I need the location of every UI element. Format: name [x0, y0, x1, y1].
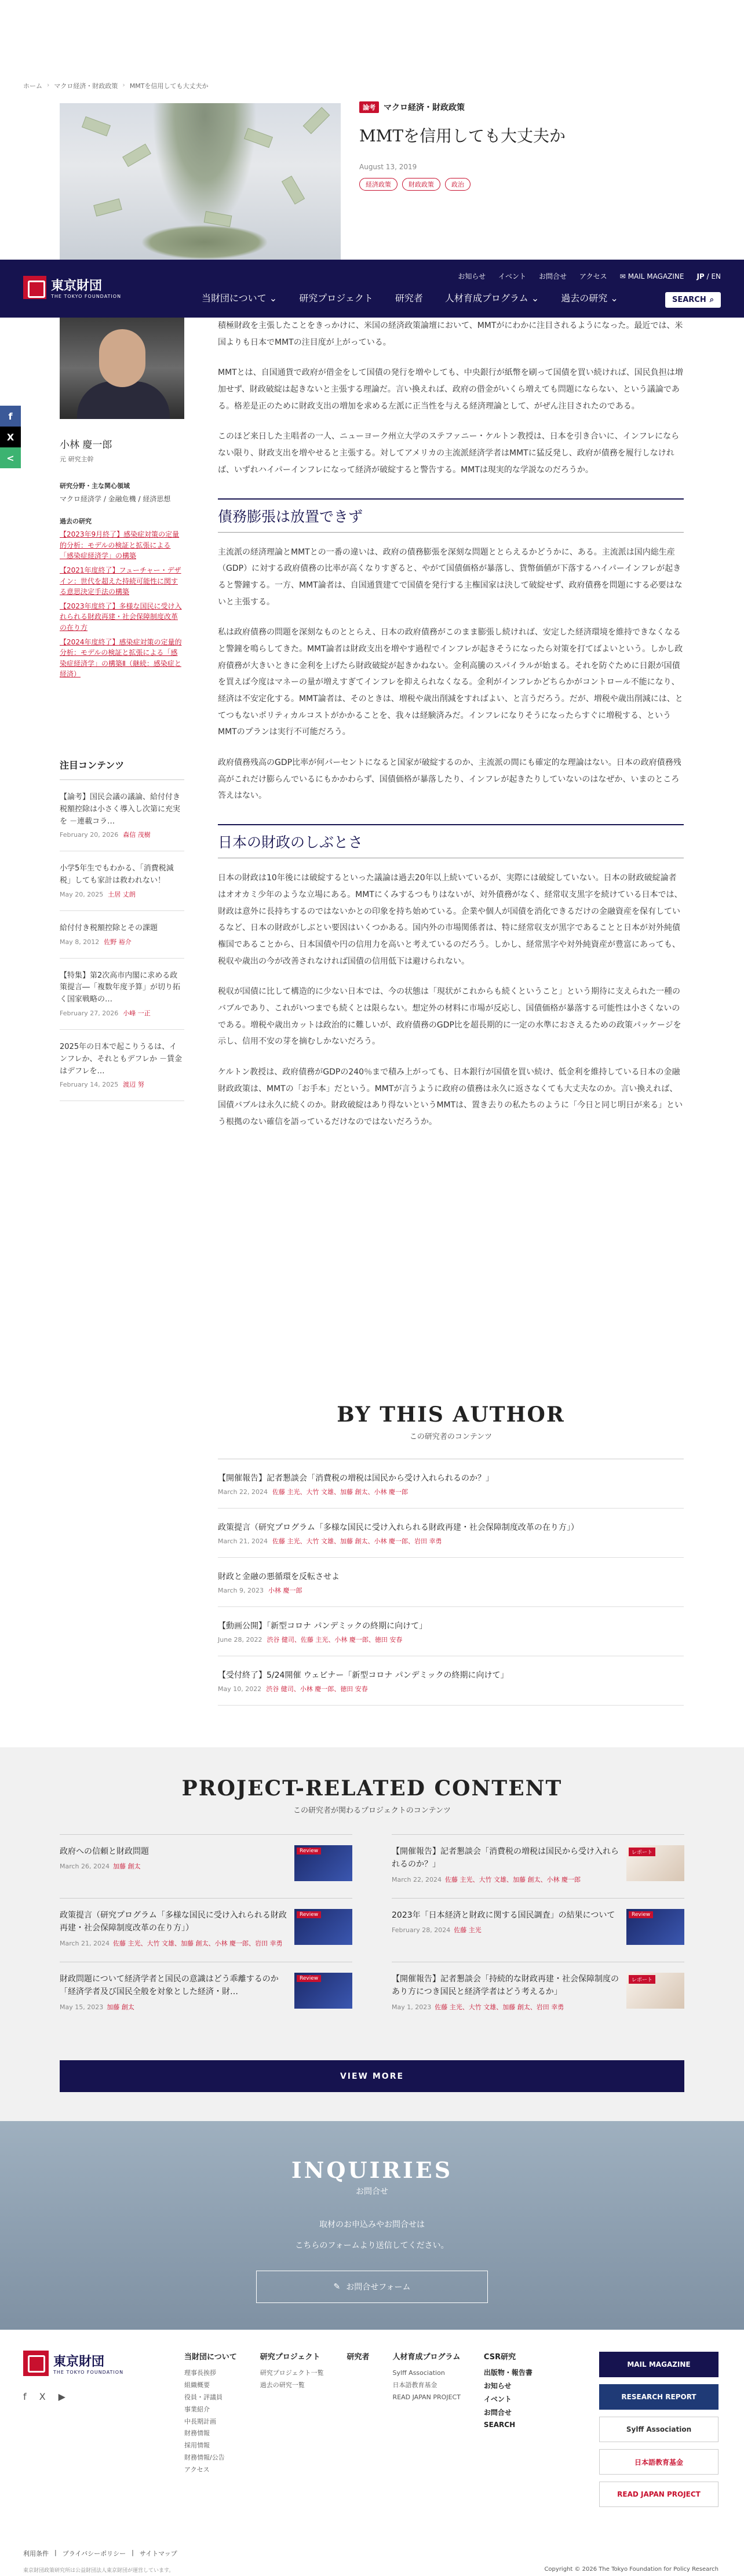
body-paragraph: 私は政府債務の問題を深刻なものととらえ、日本の政府債務がこのまま膨張し続ければ、安定した経済環境を維持できなくなると警鐘を鳴らしてきた。MMT論者は財政支出を増やす過程でインフレが起きそうになったら対策を打てばよいという。しかし政府債務が大きいときに金利を上げたら財政破綻が起きかねない。金利高騰のスパイラルが始まる。それを防ぐために日銀が国債を買えば今度はマネーの量が増えすぎてインフレを抑えられなくなる。金利がインフレかどちらかがコントロール不能になり、経済は不安定化する。MMT論者は、そのときは、増税や歳出削減をすればよい、と言うだろう。だが、増税や歳出削減には、とてつもないポリティカルコストがかかることを、我々は経験済みだ。インフレになりそうになったらすぐに増税する、というMMTのプランは実行不可能だろう。 [218, 628, 683, 737]
featured-item[interactable] [60, 911, 184, 959]
footer-link[interactable]: 事業紹介 [184, 2405, 210, 2413]
contact-form-label: お問合せフォーム [346, 2282, 411, 2292]
footer-link[interactable]: 財務情報 [184, 2429, 210, 2437]
contact-form-button[interactable] [256, 2271, 488, 2303]
site-footer [0, 2330, 744, 2576]
footer-link[interactable]: 出版物・報告書 [483, 2369, 533, 2377]
project-thumbnail [626, 1973, 684, 2009]
article-title: MMTを信用しても大丈夫か [359, 126, 566, 145]
project-item-title: 財政問題について経済学者と国民の意識はどう乖離するのか「経済学者及び国民全般を対象とした経済・財… [60, 1974, 279, 1997]
project-thumbnail [626, 1845, 684, 1881]
logo-mark-icon [23, 276, 46, 299]
thumbnail-badge: レポート [629, 1975, 655, 1984]
inquiries-text: 取材のお申込みやお問合せは こちらのフォームより送信してください。 [295, 2220, 449, 2251]
featured-item-meta: February 27, 2026 小峰 一正 [60, 1010, 151, 1018]
breadcrumb-separator: › [47, 81, 50, 89]
lang-en[interactable]: EN [711, 272, 721, 280]
list-item-title: 【開催報告】記者懇談会「消費税の増税は国民から受け入れられるのか？」 [218, 1474, 494, 1483]
search-button[interactable] [665, 292, 721, 308]
list-item[interactable] [218, 1656, 684, 1706]
project-item-meta: March 26, 2024 加藤 創太 [60, 1863, 141, 1871]
search-icon: ⌕ [709, 296, 714, 304]
footer-banners [599, 2352, 719, 2507]
list-item-title: 【動画公開】「新型コロナ パンデミックの終期に向けて」 [218, 1622, 428, 1631]
footer-col-researchers [347, 2351, 370, 2476]
project-item-title: 【開催報告】記者懇談会「持続的な財政再建・社会保障制度のあり方につき国民と経済学者はどう考えるか」 [392, 1974, 619, 1997]
list-item-meta: March 22, 2024 佐藤 主光、大竹 文雄、加藤 創太、小林 慶一郎 [218, 1488, 409, 1496]
list-item-meta: March 9, 2023 小林 慶一郎 [218, 1587, 302, 1594]
chevron-down-icon: ⌄ [269, 293, 278, 304]
featured-item-title: 小学5年生でもわかる、「消費税減税」しても家計は救われない！ [60, 864, 174, 886]
logo-mark-icon [23, 2351, 49, 2376]
footer-link[interactable]: 研究プロジェクト一覧 [260, 2369, 324, 2377]
featured-item-title: 【特集】第2次高市内閣に求める政策提言―「複数年度予算」が切り拓く国家戦略の… [60, 971, 181, 1004]
field-label: 研究分野・主な関心領域 [60, 482, 130, 490]
article-category[interactable]: マクロ経済・財政政策 [384, 103, 465, 112]
footer-logo[interactable] [23, 2351, 123, 2376]
lang-jp[interactable]: JP [696, 272, 705, 280]
featured-item[interactable] [60, 959, 184, 1030]
site-header [0, 260, 744, 318]
list-item[interactable] [218, 1459, 684, 1509]
keyword-pill[interactable]: 経済政策 [359, 178, 397, 191]
article-body [218, 318, 684, 1145]
featured-item-meta: May 20, 2025 土居 丈朗 [60, 890, 136, 898]
footer-link[interactable]: 中長期計画 [184, 2417, 216, 2425]
nav-researchers[interactable]: 研究者 [395, 293, 423, 304]
thumbnail-badge: レポート [629, 1848, 655, 1856]
nav-about[interactable] [202, 291, 277, 304]
keyword-pill[interactable]: 政治 [445, 178, 471, 191]
site-logo[interactable] [23, 276, 121, 299]
past-research-label: 過去の研究 [60, 518, 92, 526]
list-item-title: 【受付終了】5/24開催 ウェビナー「新型コロナ パンデミックの終期に向けて」 [218, 1671, 509, 1680]
thumbnail-badge: Review [297, 1848, 321, 1854]
list-item-meta: May 10, 2022 渋谷 健司、小林 慶一郎、徳田 安春 [218, 1685, 368, 1693]
footer-link[interactable]: 組織概要 [184, 2381, 210, 2389]
share-icon[interactable]: < [0, 447, 21, 468]
list-item-title: 政策提言（研究プログラム「多様な国民に受け入れられる財政再建・社会保障制度改革の在り方」） [218, 1523, 579, 1532]
list-item[interactable] [218, 1558, 684, 1607]
project-item-meta: March 21, 2024 佐藤 主光、大竹 文雄、加藤 創太、小林 慶一郎、岩田 幸勇 [60, 1939, 283, 1947]
sitemap-link[interactable]: サイトマップ [139, 2550, 177, 2557]
footer-link[interactable]: Sylff Association [392, 2369, 445, 2377]
featured-item-title: 【論考】国民会議の議論、給付付き税額控除は小さく導入し次第に充実を －連載コラ… [60, 792, 181, 826]
project-related-content [0, 1747, 744, 2121]
featured-item-title: 給付付き税額控除とその課題 [60, 923, 158, 932]
mail-magazine-link[interactable] [620, 272, 684, 280]
thumbnail-badge: Review [297, 1911, 321, 1918]
util-link-news[interactable]: お知らせ [458, 272, 486, 280]
footer-logo-name: 東京財団 [53, 2355, 105, 2369]
project-item[interactable] [392, 1834, 684, 1898]
search-label: SEARCH [672, 296, 706, 304]
list-item-title: 財政と金融の悪循環を反転させよ [218, 1572, 340, 1582]
author-sidebar [60, 318, 184, 1101]
author-photo [60, 318, 184, 419]
body-paragraph: 主流派の経済理論とMMTとの一番の違いは、政府の債務膨張を深刻な問題ととらえるかどうかに、ある。主流派は国内総生産（GDP）に対する政府債務の比率が高くなりすぎると、やがて国債価格が暴落し、貨幣価値が下落するハイパーインフレが起きると警鐘する。一方、MMT論者は、自国通貨建てで国債を発行する主権国家は決して破綻せず、政府債務を問題にする必要はないと主張する。 [218, 547, 683, 607]
list-item[interactable] [218, 1607, 684, 1656]
facebook-share-icon[interactable]: f [0, 406, 21, 427]
footer-link[interactable]: 日本語教育基金 [392, 2381, 437, 2389]
field-text: マクロ経済学 / 金融危機 / 経済思想 [60, 495, 171, 503]
body-paragraph: 税収が国債に比して構造的に少ない日本では、今の状態は「現状がこれからも続くということ」という期待に支えられた一種のバブルであり、これがいつまでも続くとは限らない。想定外の材料に市場が反応し、国債価格が暴落する可能性は小さくないのである。増税や歳出カットは政治的に難しいが、政府債務のGDP比を超長期的に一定の水準におさえるための政策パッケージを示し、信用不安の芽を摘むしかないだろう。 [218, 987, 681, 1047]
inquiries-section [0, 2121, 744, 2330]
breadcrumb-home[interactable]: ホーム [23, 82, 42, 90]
featured-item[interactable] [60, 1030, 184, 1101]
banner-mail-magazine[interactable]: MAIL MAGAZINE [599, 2352, 719, 2377]
featured-item-meta: May 8, 2012 佐野 裕介 [60, 938, 132, 946]
footer-col-programs [393, 2351, 461, 2476]
banner-read-japan[interactable]: READ JAPAN PROJECT [599, 2482, 719, 2507]
past-research-link[interactable]: 【2023年度終了】多様な国民に受け入れられる財政再建・社会保障制度改革の在り方 [60, 602, 182, 632]
body-paragraph: 積極財政を主張したことをきっかけに、米国の経済政策論壇において、MMTがにわかに注目されるようになった。最近では、米国よりも日本でMMTの注目度が上がっている。 [218, 321, 683, 347]
project-item-meta: May 15, 2023 加藤 創太 [60, 2003, 134, 2011]
past-research-link[interactable]: 【2023年9月終了】感染症対策の定量的分析：モデルの検証と拡張による「感染症経済学」の構築 [60, 530, 180, 560]
banner-research-report[interactable]: RESEARCH REPORT [599, 2384, 719, 2410]
footer-col-heading[interactable]: 研究者 [347, 2353, 370, 2362]
body-paragraph: 政府債務残高のGDP比率が何パーセントになると国家が破綻するのか、主流派の間にも確定的な理論はない。日本の政府債務残高がこれだけ膨らんでいるにもかかわらず、国債価格が暴落したり、インフレが起きたりしていないのはなぜか、いまのところ答えはない。 [218, 758, 681, 801]
lang-separator: / [706, 272, 709, 280]
project-grid [60, 1834, 684, 2025]
footer-link[interactable]: READ JAPAN PROJECT [392, 2393, 461, 2401]
project-item-title: 政府への信頼と財政問題 [60, 1847, 149, 1856]
footer-col-heading[interactable]: CSR研究 [483, 2353, 516, 2362]
body-paragraph: このほど来日した主唱者の一人、ニューヨーク州立大学のステファニー・ケルトン教授は、日本を引き合いに、インフレにならない限り、財政支出を増やせると主張する。対してアメリカの主流派経済学者はMMTに猛反発し、政府が債務を履行しなければ、いずれハイパーインフレになって経済が破綻すると警告する。MMTは現実的な学説なのだろうか。 [218, 432, 680, 475]
footer-link[interactable]: 理事長挨拶 [184, 2369, 216, 2377]
body-paragraph: 日本の財政は10年後には破綻するといった議論は過去20年以上続いているが、実際には破綻していない。日本の財政破綻論者はオオカミ少年のような立場にある。MMTにくみするつもりはないが、対外債務がなく、経常収支黒字を続けている日本では、財政は意外に長持ちするのではないかとの印象を持ち始めている。企業や個人が国債を消化できるだけの金融資産を保有しているなど、日本の財政がしぶとい要因はいくつかある。国内外の市場関係者は、特に経常収支が黒字であることと日本が対外純債権国であることから、日本国債や円の信用力を高いと考えているのだろう。しかし、経常黒字や対外純資産が豊富にあっても、税収や歳出の今が改善されなければ国債の信用低下は避けられない。 [218, 873, 683, 966]
footer-col-misc [484, 2351, 533, 2476]
privacy-link[interactable]: プライバシーポリシー [62, 2550, 126, 2557]
keyword-pill[interactable]: 財政政策 [402, 178, 440, 191]
view-more-button[interactable]: VIEW MORE [60, 2060, 684, 2092]
mail-magazine-label: MAIL MAGAZINE [628, 272, 684, 280]
social-links [23, 2391, 65, 2402]
featured-item-meta: February 20, 2026 森信 茂樹 [60, 831, 151, 839]
footer-link[interactable]: 財務情報/公告 [184, 2454, 225, 2462]
edit-icon: ✎ [333, 2282, 341, 2291]
list-item-meta: March 21, 2024 佐藤 主光、大竹 文雄、加藤 創太、小林 慶一郎、岩田 幸勇 [218, 1537, 442, 1545]
footer-link[interactable]: 過去の研究一覧 [260, 2381, 305, 2389]
facebook-icon[interactable]: f [23, 2391, 27, 2402]
featured-item-title: 2025年の日本で起こりうるは、インフレか、それともデフレか －賃金はデフレを… [60, 1043, 183, 1076]
featured-item[interactable] [60, 780, 184, 851]
project-item-title: 政策提言（研究プログラム「多様な国民に受け入れられる財政再建・社会保障制度改革の在り方」） [60, 1911, 287, 1933]
featured-content-title: 注目コンテンツ [60, 758, 184, 780]
project-thumbnail [294, 1909, 352, 1945]
footer-nav [184, 2351, 533, 2476]
footer-link[interactable]: イベント [483, 2395, 512, 2403]
breadcrumb-current: MMTを信用しても大丈夫か [129, 82, 209, 90]
section-heading: 債務膨張は放置できず [218, 498, 684, 533]
mail-icon: ✉ [619, 272, 626, 280]
chevron-down-icon: ⌄ [610, 293, 618, 304]
youtube-icon[interactable]: ▶ [58, 2391, 65, 2402]
article-type-tag: 論考 [359, 101, 379, 113]
footer-col-heading[interactable]: 人材育成プログラム [392, 2353, 461, 2362]
thumbnail-badge: Review [297, 1975, 321, 1982]
project-thumbnail [626, 1909, 684, 1945]
footer-col-heading[interactable]: 当財団について [184, 2353, 237, 2362]
footer-link[interactable]: お問合せ [483, 2409, 512, 2417]
util-link-events[interactable]: イベント [498, 272, 526, 280]
list-item-meta: June 28, 2022 渋谷 健司、佐藤 主光、小林 慶一郎、徳田 安春 [218, 1636, 403, 1644]
footer-logo-sub: THE TOKYO FOUNDATION [53, 2370, 124, 2375]
copyright: Copyright © 2026 The Tokyo Foundation for Policy Research [544, 2566, 719, 2573]
project-item[interactable] [60, 1962, 352, 2025]
banner-sylff[interactable]: Sylff Association [599, 2417, 719, 2442]
by-author-title: BY THIS AUTHOR [337, 1402, 565, 1427]
logo-name: 東京財団 [51, 279, 103, 293]
project-thumbnail [294, 1973, 352, 2009]
nav-about-label: 当財団について [202, 293, 267, 304]
project-item[interactable] [392, 1898, 684, 1962]
footer-bottom-links: 利用条件 | プライバシーポリシー | サイトマップ [23, 2549, 177, 2557]
nav-past-research[interactable] [561, 291, 618, 304]
inquiries-subtitle: お問合せ [356, 2187, 388, 2196]
terms-link[interactable]: 利用条件 [23, 2550, 49, 2557]
project-item[interactable] [392, 1962, 684, 2025]
thumbnail-badge: Review [629, 1911, 653, 1918]
project-item[interactable] [60, 1898, 352, 1962]
article-date: August 13, 2019 [359, 163, 417, 171]
breadcrumb-separator: › [122, 81, 125, 89]
project-item-meta: March 22, 2024 佐藤 主光、大竹 文雄、加藤 創太、小林 慶一郎 [392, 1875, 581, 1883]
featured-item-meta: February 14, 2025 渡辺 努 [60, 1081, 144, 1089]
language-switch [696, 272, 721, 280]
by-this-author [218, 1402, 684, 1706]
nav-research[interactable]: 研究プロジェクト [299, 293, 373, 304]
article-category-line [359, 101, 707, 113]
by-author-subtitle: この研究者のコンテンツ [409, 1433, 493, 1441]
project-item-meta: May 1, 2023 佐藤 主光、大竹 文雄、加藤 創太、岩田 幸勇 [392, 2003, 564, 2011]
footer-link[interactable]: SEARCH [483, 2421, 516, 2429]
keyword-pills [359, 178, 707, 191]
footer-link[interactable]: お知らせ [483, 2382, 512, 2390]
nav-past-label: 過去の研究 [561, 293, 608, 304]
author-name[interactable]: 小林 慶一郎 [60, 439, 112, 451]
project-subtitle: この研究者が関わるプロジェクトのコンテンツ [293, 1806, 451, 1815]
list-item[interactable] [218, 1509, 684, 1558]
footer-col-heading[interactable]: 研究プロジェクト [260, 2353, 320, 2362]
project-item-meta: February 28, 2024 佐藤 主光 [392, 1926, 482, 1934]
footer-link[interactable]: 役員・評議員 [184, 2393, 223, 2401]
footer-link[interactable]: 採用情報 [184, 2442, 210, 2450]
banner-japanese-fund[interactable]: 日本語教育基金 [599, 2449, 719, 2475]
footer-link[interactable]: アクセス [184, 2466, 210, 2474]
logo-sub: THE TOKYO FOUNDATION [51, 294, 122, 299]
project-item-title: 2023年「日本経済と財政に関する国民調査」の結果について [392, 1911, 615, 1920]
inquiries-title: INQUIRIES [291, 2157, 453, 2183]
project-thumbnail [294, 1845, 352, 1881]
footer-col-research [260, 2351, 324, 2476]
past-research-link[interactable]: 【2024年度終了】感染症対策の定量的分析：モデルの検証と拡張による「感染症経済学」の構築Ⅱ（継続：感染症と経済） [60, 637, 182, 679]
project-title: PROJECT-RELATED CONTENT [181, 1776, 563, 1801]
utility-nav [458, 271, 721, 281]
breadcrumb [23, 81, 209, 90]
x-share-icon[interactable]: X [0, 427, 21, 447]
body-paragraph: ケルトン教授は、政府債務がGDPの240％まで積み上がっても、日本銀行が国債を買い続け、低金利を維持している日本の金融財政政策は、MMTの「お手本」だという。MMTが言うように政府の債務は永久に返さなくても大丈夫なのか。言い換えれば、国債バブルは永久に続くのか。財政破綻はあり得ないというMMTは、置き去りの私たちのように「今日と同じ明日が来る」という根拠のない確信を語っているだけなのではないだろうか。 [218, 1067, 683, 1127]
nav-programs-label: 人材育成プログラム [444, 293, 528, 304]
body-paragraph: MMTとは、自国通貨で政府が借金をして国債の発行を増やしても、中央銀行が紙幣を刷って国債を買い続ければ、国民負担は増加せず、財政破綻は起きないと主張する理論だ。言い換えれば、政府の借金がいくら増えても問題にならない、という議論である。格差是正のために財政支出の増加を求める左派に正当性を与える経済理論として、がぜん注目されたのである。 [218, 368, 683, 411]
nav-programs[interactable] [445, 291, 539, 304]
chevron-down-icon: ⌄ [531, 293, 539, 304]
x-icon[interactable]: X [39, 2391, 46, 2402]
hero-image [60, 103, 341, 260]
project-item[interactable] [60, 1834, 352, 1898]
by-author-list [218, 1459, 684, 1706]
project-item-title: 【開催報告】記者懇談会「消費税の増税は国民から受け入れられるのか？」 [392, 1847, 619, 1870]
share-bar [0, 406, 21, 468]
util-link-access[interactable]: アクセス [579, 272, 607, 280]
author-role: 元 研究主幹 [60, 456, 94, 463]
main-nav [202, 291, 618, 304]
past-research-link[interactable]: 【2021年度終了】フューチャー・デザイン：世代を超えた持続可能性に関する意思決定手法の構築 [60, 566, 181, 596]
footer-col-about [184, 2351, 237, 2476]
featured-item[interactable] [60, 851, 184, 911]
section-heading: 日本の財政のしぶとさ [218, 824, 684, 858]
hero-text [359, 101, 707, 191]
breadcrumb-category[interactable]: マクロ経済・財政政策 [54, 82, 118, 90]
util-link-contact[interactable]: お問合せ [538, 272, 567, 280]
footer-note: 東京財団政策研究所は公益財団法人東京財団が運営しています。 [23, 2568, 174, 2574]
